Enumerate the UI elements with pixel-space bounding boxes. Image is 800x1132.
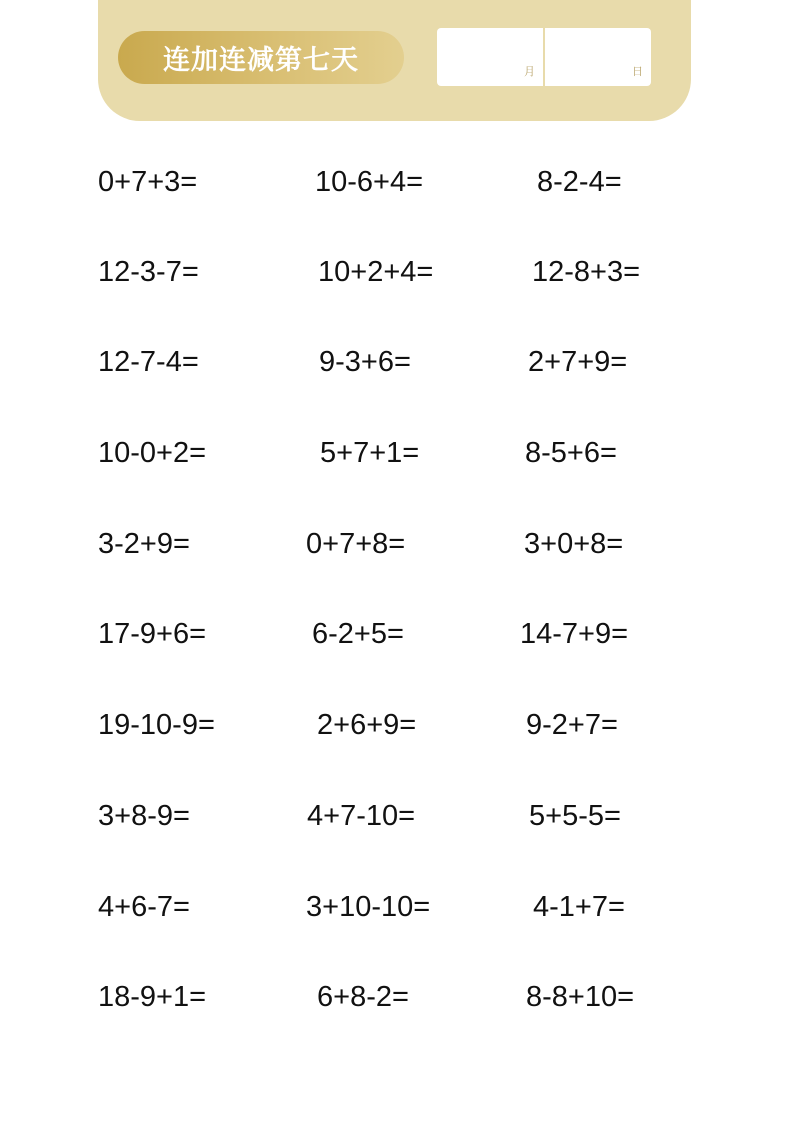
problem: 10+2+4=	[318, 256, 434, 288]
day-label: 日	[632, 65, 643, 78]
problem: 3-2+9=	[98, 528, 190, 560]
problem: 5+7+1=	[320, 437, 420, 469]
problem: 2+6+9=	[317, 709, 417, 741]
problem: 4+6-7=	[98, 891, 190, 923]
problem: 17-9+6=	[98, 618, 207, 650]
problem: 8-5+6=	[525, 437, 617, 469]
problem: 8-8+10=	[526, 981, 635, 1013]
problem: 2+7+9=	[528, 346, 628, 378]
problem: 10-6+4=	[315, 166, 424, 198]
month-field[interactable]	[437, 28, 543, 86]
problem: 6+8-2=	[317, 981, 409, 1013]
problem: 12-3-7=	[98, 256, 199, 288]
problem: 4+7-10=	[307, 800, 416, 832]
problem: 14-7+9=	[520, 618, 629, 650]
header-band	[98, 0, 691, 121]
date-box	[437, 28, 651, 86]
problem: 0+7+3=	[98, 166, 198, 198]
problem: 3+10-10=	[306, 891, 431, 923]
day-field[interactable]	[543, 28, 651, 86]
problem: 12-8+3=	[532, 256, 641, 288]
worksheet-title: 连加连减第七天	[118, 31, 404, 84]
problem: 3+8-9=	[98, 800, 190, 832]
problem: 4-1+7=	[533, 891, 625, 923]
problem: 9-3+6=	[319, 346, 411, 378]
problem: 9-2+7=	[526, 709, 618, 741]
problem: 5+5-5=	[529, 800, 621, 832]
problem: 10-0+2=	[98, 437, 207, 469]
problem: 6-2+5=	[312, 618, 404, 650]
problem: 19-10-9=	[98, 709, 215, 741]
month-label: 月	[524, 65, 535, 78]
problem: 3+0+8=	[524, 528, 624, 560]
problem: 8-2-4=	[537, 166, 622, 198]
problem: 12-7-4=	[98, 346, 199, 378]
problem: 18-9+1=	[98, 981, 207, 1013]
problem: 0+7+8=	[306, 528, 406, 560]
